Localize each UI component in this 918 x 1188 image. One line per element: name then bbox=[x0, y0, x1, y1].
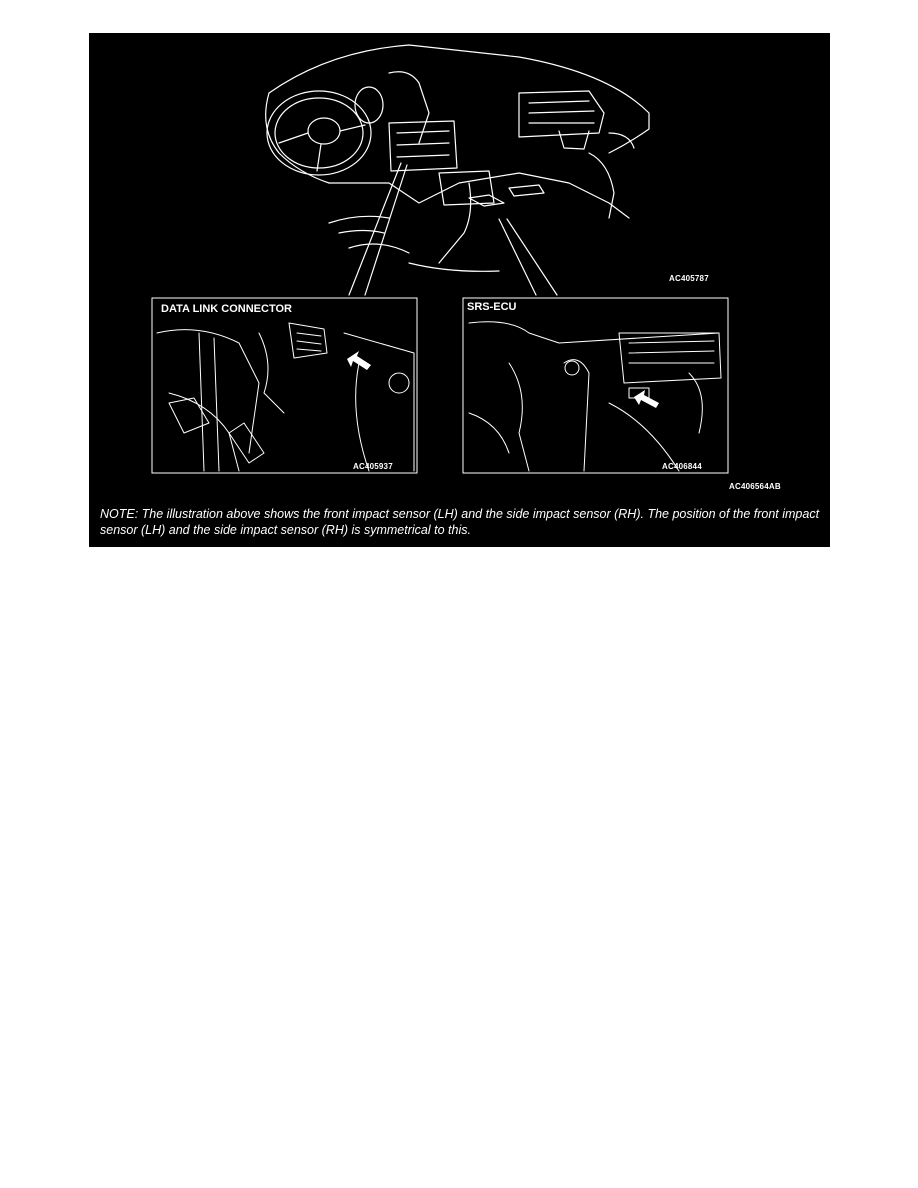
inset-right-title: SRS-ECU bbox=[467, 301, 517, 313]
main-view-code: AC405787 bbox=[669, 274, 709, 283]
figure-code: AC406564AB bbox=[729, 482, 781, 491]
dashboard-drawing bbox=[266, 45, 649, 271]
inset-left-code: AC405937 bbox=[353, 462, 393, 471]
inset-right-frame bbox=[463, 298, 728, 473]
line-art bbox=[89, 33, 830, 547]
figure-note: NOTE: The illustration above shows the front impact sensor (LH) and the side impact sensor (RH). The position of the front impact sensor (LH) and the side impact sensor (RH) is symmetrical to this. bbox=[100, 507, 820, 537]
inset-right-code: AC406844 bbox=[662, 462, 702, 471]
inset-left-title: DATA LINK CONNECTOR bbox=[161, 303, 292, 315]
inset-left-frame bbox=[152, 298, 417, 473]
instrument-panel-figure bbox=[89, 33, 830, 547]
steering-wheel-drawing bbox=[267, 87, 383, 175]
